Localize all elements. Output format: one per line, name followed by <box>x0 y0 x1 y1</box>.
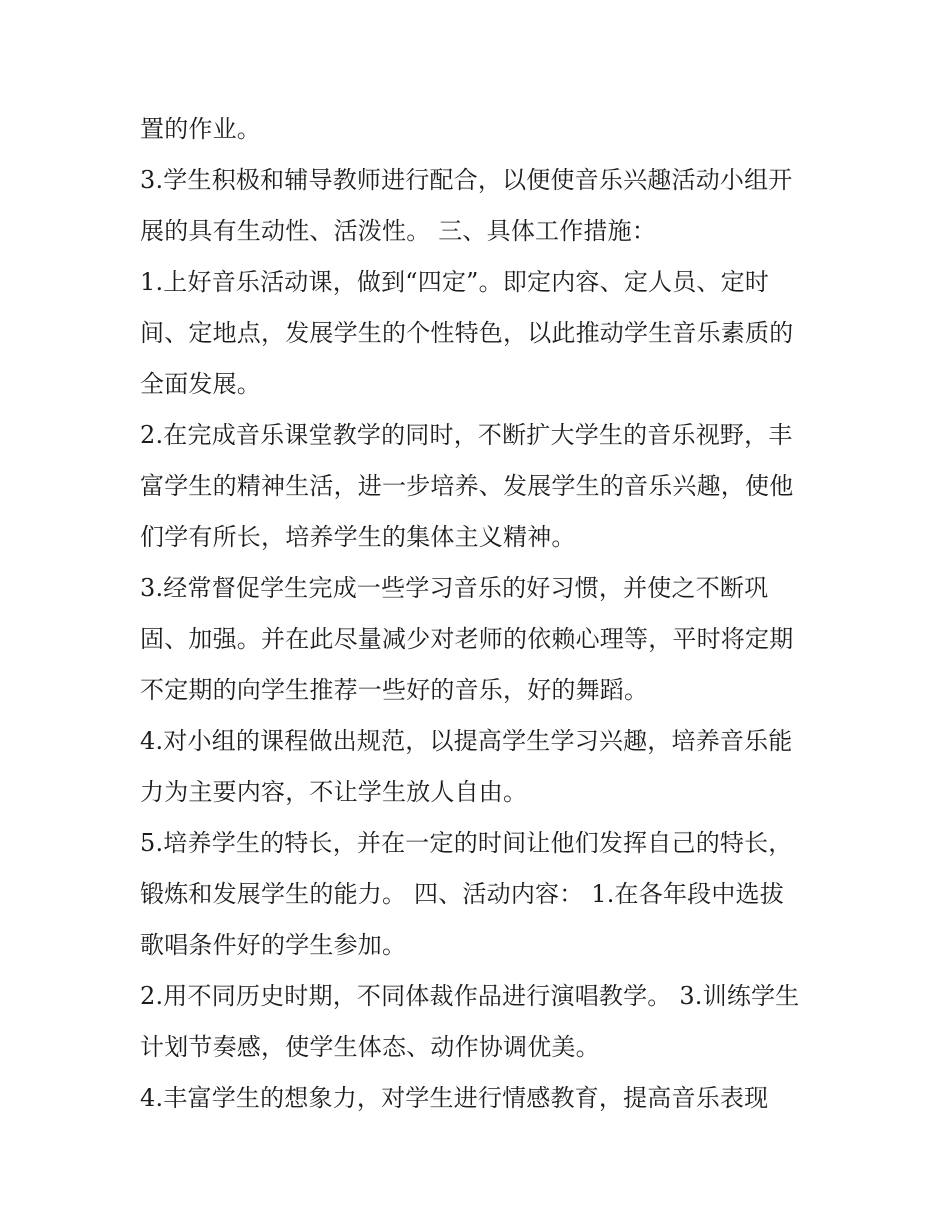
text-line: 歌唱条件好的学生参加。 <box>140 931 407 959</box>
text-line: 4.丰富学生的想象力，对学生进行情感教育，提高音乐表现 <box>140 1084 769 1112</box>
text-line: 3.学生积极和辅导教师进行配合，以便使音乐兴趣活动小组开 <box>140 166 793 194</box>
text-line: 4.对小组的课程做出规范，以提高学生学习兴趣，培养音乐能 <box>140 727 793 755</box>
text-line: 2.在完成音乐课堂教学的同时，不断扩大学生的音乐视野，丰 <box>140 421 793 449</box>
text-line: 计划节奏感，使学生体态、动作协调优美。 <box>140 1033 600 1061</box>
text-line: 1.上好音乐活动课，做到“四定”。即定内容、定人员、定时 <box>140 268 770 296</box>
text-line: 展的具有生动性、活泼性。 三、具体工作措施： <box>140 217 657 245</box>
text-line: 2.用不同历史时期，不同体裁作品进行演唱教学。 3.训练学生 <box>140 982 800 1010</box>
text-line: 置的作业。 <box>140 115 261 143</box>
text-line: 全面发展。 <box>140 370 261 398</box>
text-line: 锻炼和发展学生的能力。 四、活动内容： 1.在各年段中选拔 <box>140 880 784 908</box>
text-line: 固、加强。并在此尽量减少对老师的依赖心理等，平时将定期 <box>140 625 794 653</box>
text-line: 3.经常督促学生完成一些学习音乐的好习惯，并使之不断巩 <box>140 574 769 602</box>
text-line: 力为主要内容，不让学生放人自由。 <box>140 778 528 806</box>
text-line: 间、定地点，发展学生的个性特色，以此推动学生音乐素质的 <box>140 319 794 347</box>
text-line: 们学有所长，培养学生的集体主义精神。 <box>140 523 576 551</box>
text-line: 富学生的精神生活，进一步培养、发展学生的音乐兴趣，使他 <box>140 472 794 500</box>
text-line: 不定期的向学生推荐一些好的音乐，好的舞蹈。 <box>140 676 649 704</box>
document-body <box>140 104 820 1124</box>
text-line: 5.培养学生的特长，并在一定的时间让他们发挥自己的特长， <box>140 829 793 857</box>
